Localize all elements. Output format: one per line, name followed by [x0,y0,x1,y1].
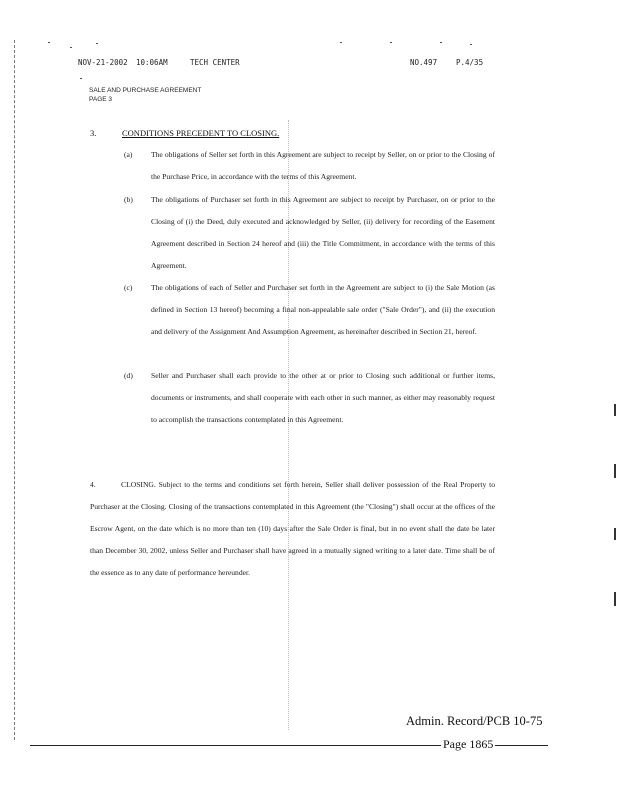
scan-speck [470,44,472,45]
scan-speck [96,43,98,44]
margin-mark [614,592,616,606]
fax-sender: TECH CENTER [190,58,240,67]
section-title: CONDITIONS PRECEDENT TO CLOSING. [122,128,280,138]
scan-speck [390,42,392,43]
clause-text: The obligations of Purchaser set forth in this Agreement are subject to receipt by Purchaser, on or prior to the Closing of (i) the Deed, duly executed and acknowledged by Seller, (ii) delivery for recording of the Easement Agreement described in Section 24 hereof and (iii) the Title Commitment, in accordance with the terms of this Agreement. [151,195,495,270]
margin-mark [614,528,616,540]
clause-letter: (c) [124,283,133,292]
admin-record-stamp: Admin. Record/PCB 10-75 [406,714,543,728]
section-number: 3. [90,128,97,138]
scan-speck [80,78,82,79]
document-title: SALE AND PURCHASE AGREEMENT [89,87,202,94]
clause-letter: (a) [124,150,133,159]
scan-speck [340,42,342,43]
clause-letter: (d) [124,371,133,380]
document-running-header [89,86,201,104]
clause-a [124,144,495,188]
scan-speck [70,47,72,48]
fax-time: 10:06AM [136,58,168,67]
clause-letter: (b) [124,195,133,204]
section-text: CLOSING. Subject to the terms and conditions set forth herein, Seller shall deliver possession of the Real Property to Purchaser at the Closing. Closing of the transactions contemplated in this Agreement (the "Closing") shall occur at the offices of the Escrow Agent, on the date which is no more than ten (10) days after the Sale Order is final, but in no event shall the date be later than December 30, 2002, unless Seller and Purchaser shall have agreed in a mutually signed writing to a later date. Time shall be of the essence as to any date of performance hereunder. [90,480,495,577]
clause-text: The obligations of Seller set forth in this Agreement are subject to receipt by Seller, on or prior to the Closing of the Purchase Price, in accordance with the terms of this Agreement. [151,150,495,181]
clause-b [124,189,495,277]
clause-text: Seller and Purchaser shall each provide to the other at or prior to Closing such additional or further items, documents or instruments, and shall cooperate with each other in such manner, as either may reasonably request to accomplish the transactions contemplated in this Agreement. [151,371,495,424]
margin-mark [614,404,616,416]
bates-page-number: Page 1865 [443,737,494,751]
clause-text: The obligations of each of Seller and Purchaser set forth in the Agreement are subject to (i) the Sale Motion (as defined in Section 13 hereof) becoming a final non-appealable sale order ("Sale Order"), and (ii) the execution and delivery of the Assignment And Assumption Agreement, as hereinafter described in Section 21, hereof. [151,283,495,336]
clause-d [124,365,495,431]
left-margin-rule [14,40,16,740]
clause-c [124,277,495,343]
fax-header [78,58,498,70]
margin-mark [614,464,616,478]
section-4-closing [90,474,495,584]
document-page-ref: PAGE 3 [89,96,113,103]
section-number: 4. [90,480,96,489]
fax-date: NOV-21-2002 [78,58,128,67]
scan-speck [48,42,50,43]
fax-number: NO.497 [410,58,438,67]
scan-speck [440,42,442,43]
fax-page: P.4/35 [456,58,484,67]
